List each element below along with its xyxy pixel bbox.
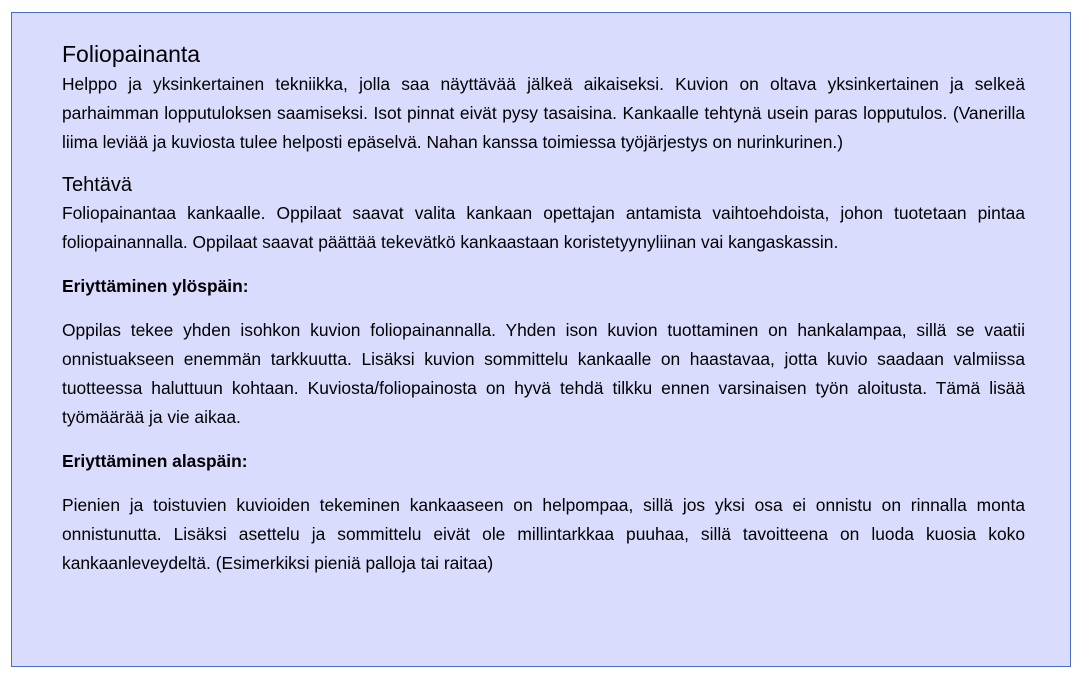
downward-heading: Eriyttäminen alaspäin: [62,451,248,471]
upward-heading: Eriyttäminen ylöspäin: [62,276,249,296]
spacer [62,257,1025,272]
section-heading-foliopainanta: Foliopainanta [62,41,201,67]
upward-body: Oppilas tekee yhden isohkon kuvion foliopainannalla. Yhden ison kuvion tuottaminen on hankalampaa, sillä se vaatii onnistuakseen enemmän tarkkuutta. Lisäksi kuvion sommittelu kankaalle on haastavaa, jotta kuvio saadaan valmiissa tuotteessa haluttuun kohtaan. Kuviosta/foliopainosta on hyvä tehdä tilkku ennen varsinaisen työn aloitusta. Tämä lisää työmäärää ja vie aikaa. [62,320,1025,427]
downward-heading-paragraph [62,447,1025,476]
spacer [62,432,1025,447]
text-box [11,12,1071,667]
text-box-content [62,38,1025,578]
upward-heading-paragraph [62,272,1025,301]
section-body-tehtava: Foliopainantaa kankaalle. Oppilaat saavat valita kankaan opettajan antamista vaihtoehdoista, johon tuotetaan pintaa foliopainannalla. Oppilaat saavat päättää tekevätkö kankaastaan koristetyynyliinan vai kangaskassin. [62,203,1025,252]
section-body-foliopainanta: Helppo ja yksinkertainen tekniikka, jolla saa näyttävää jälkeä aikaiseksi. Kuvion on oltava yksinkertainen ja selkeä parhaimman lopputuloksen saamiseksi. Isot pinnat eivät pysy tasaisina. Kankaalle tehtynä usein paras lopputulos. (Vanerilla liima leviää ja kuviosta tulee helposti epäselvä. Nahan kanssa toimiessa työjärjestys on nurinkurinen.) [62,74,1025,152]
spacer [62,301,1025,316]
spacer [62,476,1025,491]
downward-body: Pienien ja toistuvien kuvioiden tekeminen kankaaseen on helpompaa, sillä jos yksi osa ei onnistu on rinnalla monta onnistunutta. Lisäksi asettelu ja sommittelu eivät ole millintarkkaa puuhaa, sillä tavoitteena on luoda kuosia koko kankaanleveydeltä. (Esimerkiksi pieniä palloja tai raitaa) [62,495,1025,573]
section-heading-tehtava: Tehtävä [62,174,133,196]
spacer [62,157,1025,171]
